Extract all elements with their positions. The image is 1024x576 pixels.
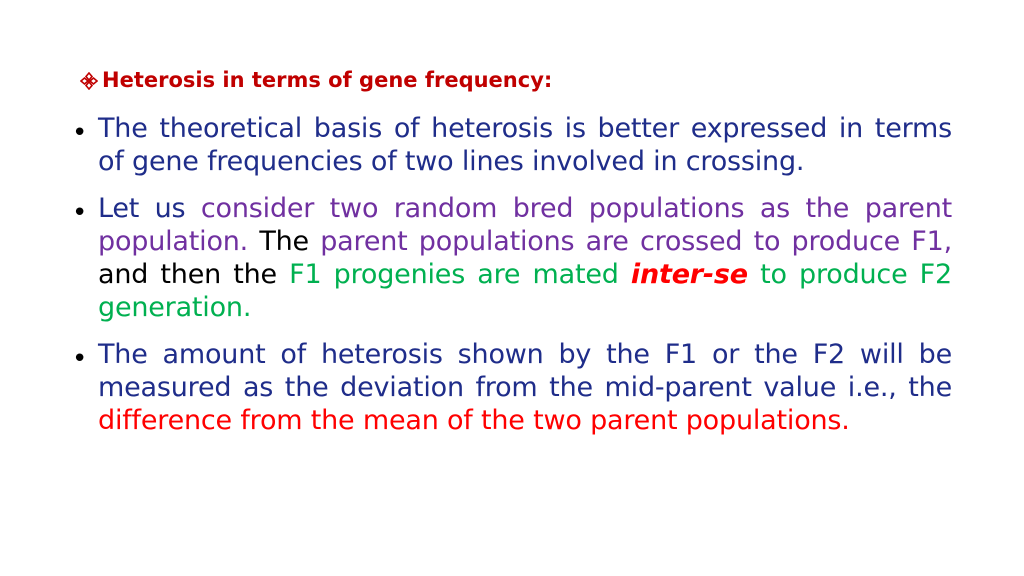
text-segment: consider two random bred populations as the parent population. [98,193,952,257]
diamond-bullet-icon [80,71,98,89]
text-segment: and then the [98,259,290,290]
bullet-text [98,192,952,324]
text-segment: parent populations are crossed to produce F1, [320,226,952,257]
bullet-item [72,338,952,437]
bullet-text [98,338,952,437]
text-segment: F1 progenies are mated [289,259,631,290]
bullet-dot-icon: • [72,118,88,148]
text-segment: The theoretical basis of heterosis is better expressed in terms of gene frequencies of two lines involved in crossing. [98,113,952,177]
text-segment: Let us [98,193,201,224]
bullet-text [98,112,952,178]
text-segment: The amount of heterosis shown by the F1 or the F2 will be measured as the deviation from the mid-parent value i.e., the [98,339,952,403]
heading-text: Heterosis in terms of gene frequency: [102,68,553,92]
bullet-item [72,192,952,324]
slide-heading [80,68,552,92]
bullet-dot-icon: • [72,344,88,374]
bullet-list [72,112,952,451]
emphasis-inter-se: inter-se [630,259,748,290]
bullet-item [72,112,952,178]
text-segment: difference from the mean of the two parent populations. [98,405,850,436]
text-segment: The [259,226,321,257]
bullet-dot-icon: • [72,198,88,228]
text-segment: to produce F2 generation. [98,259,952,323]
